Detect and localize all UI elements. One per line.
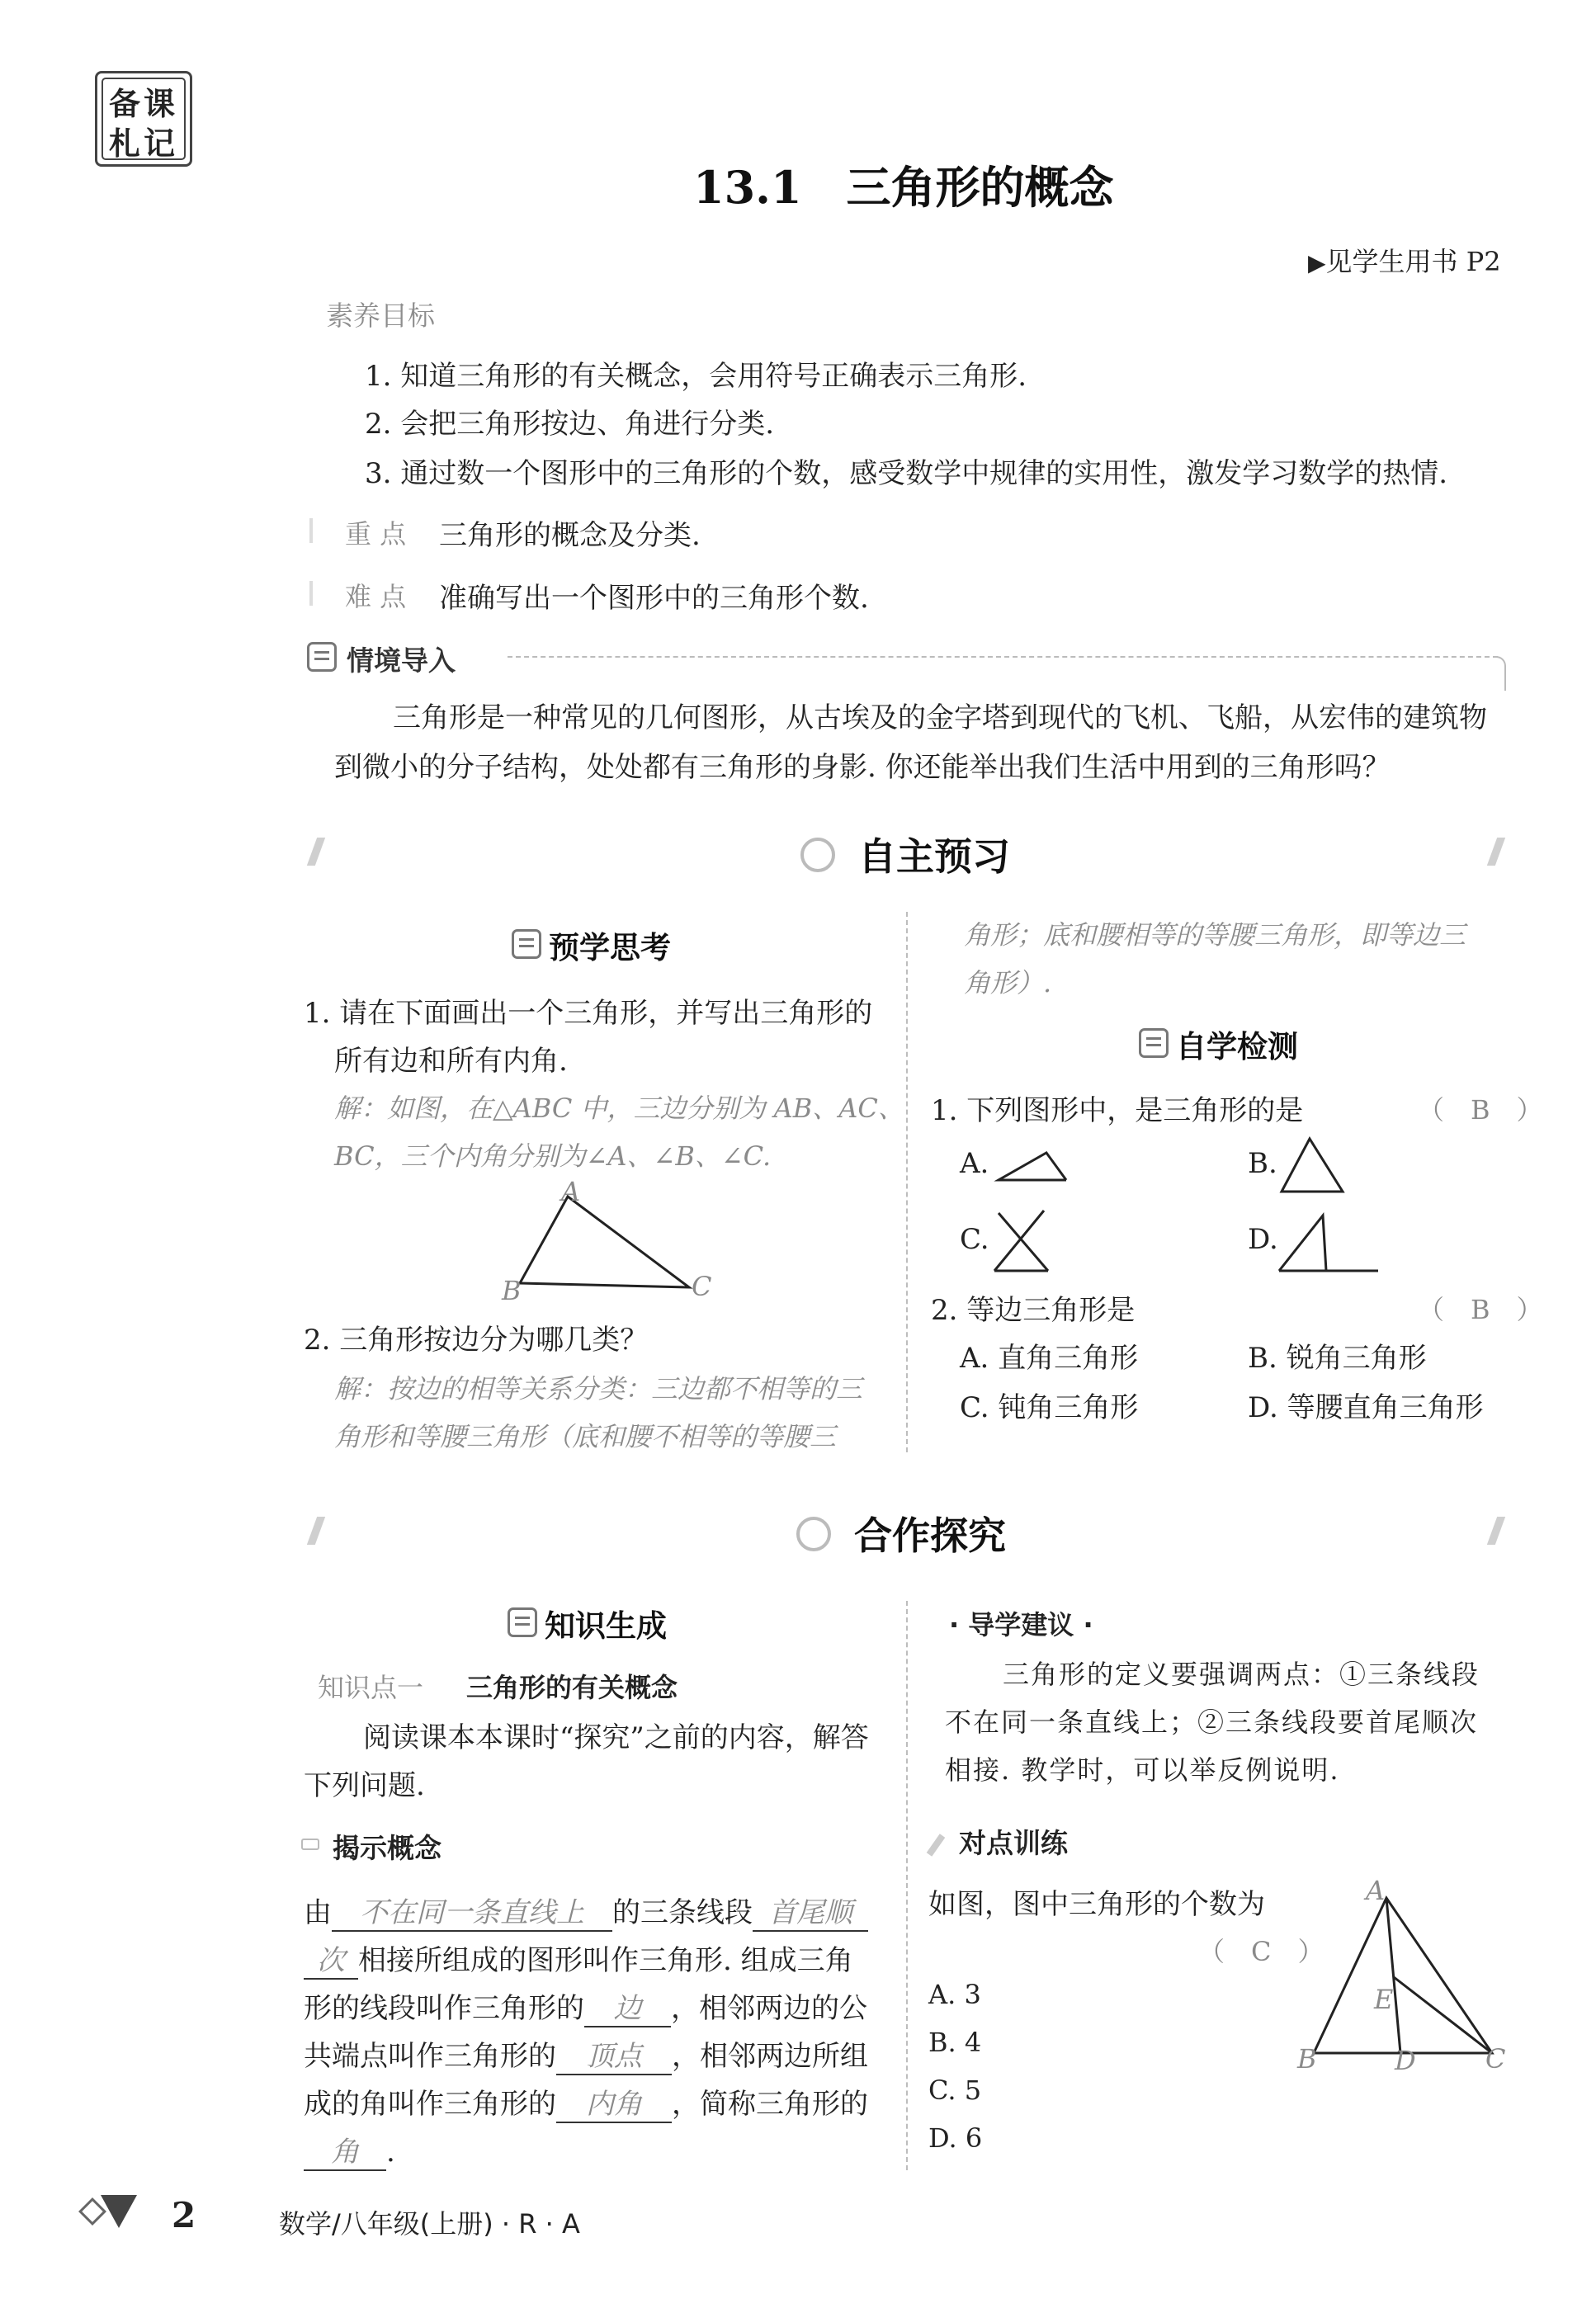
option-d-label: D.	[1248, 1223, 1278, 1256]
fig-label-c: C	[1485, 2043, 1506, 2075]
intro-icon	[307, 642, 337, 672]
coop-section-title: 合作探究	[854, 1513, 1006, 1558]
guide-line-2: 不在同一条直线上；②三条线段要首尾顺次	[945, 1706, 1479, 1738]
think-icon	[512, 929, 541, 959]
knowledge-icon	[508, 1607, 537, 1637]
q1-line-2: 所有边和所有内角.	[334, 1045, 568, 1078]
option-d-figure	[1275, 1209, 1382, 1279]
blank-6[interactable]: 角	[304, 2129, 386, 2171]
fill-line-2: 次 相接所组成的图形叫作三角形. 组成三角	[304, 1938, 853, 1980]
reveal-icon	[301, 1839, 319, 1850]
train-option-a: A. 3	[928, 1979, 981, 2010]
hard-text: 准确写出一个图形中的三角形个数.	[439, 582, 869, 615]
a2-line-1: 解：按边的相等关系分类：三边都不相等的三	[334, 1373, 863, 1404]
intro-rule-end	[1496, 656, 1506, 691]
a2-line-4: 角形）.	[964, 967, 1052, 998]
check-icon	[1139, 1028, 1169, 1058]
c2-question: 2. 等边三角形是	[931, 1294, 1136, 1327]
section-slash-left	[307, 838, 325, 866]
footer-ornament-icon	[83, 2195, 132, 2236]
fill-line-5: 成的角叫作三角形的 内角 ，简称三角形的	[304, 2081, 868, 2123]
goal-2: 2. 会把三角形按边、角进行分类.	[365, 408, 775, 441]
blank-5[interactable]: 内角	[556, 2081, 672, 2123]
goal-3: 3. 通过数一个图形中的三角形的个数，感受数学中规律的实用性，激发学习数学的热情.	[365, 457, 1448, 490]
guide-line-3: 相接. 教学时，可以举反例说明.	[945, 1754, 1340, 1786]
read-line-2: 下列问题.	[304, 1769, 425, 1802]
guide-line-1: 三角形的定义要强调两点：①三条线段	[1003, 1659, 1480, 1690]
preview-section-title: 自主预习	[858, 834, 1010, 879]
blank-1[interactable]: 不在同一条直线上	[332, 1890, 612, 1932]
check-title: 自学检测	[1176, 1029, 1298, 1064]
q2-text: 2. 三角形按边分为哪几类？	[304, 1324, 649, 1357]
section-slash-right	[1487, 838, 1505, 866]
intro-line-1: 三角形是一种常见的几何图形，从古埃及的金字塔到现代的飞机、飞船，从宏伟的建筑物	[393, 701, 1487, 734]
fig-label-b: B	[1297, 2043, 1317, 2075]
reveal-title: 揭示概念	[333, 1832, 441, 1864]
fig-label-e: E	[1374, 1984, 1394, 2015]
search-icon	[800, 838, 835, 872]
goal-1: 1. 知道三角形的有关概念，会用符号正确表示三角形.	[365, 360, 1027, 393]
hard-mark	[309, 581, 313, 606]
c2-option-a: A. 直角三角形	[960, 1342, 1139, 1375]
a1-line-2: BC，三个内角分别为∠A、∠B、∠C.	[334, 1140, 772, 1172]
book-reference: ▶见学生用书 P2	[1308, 246, 1501, 277]
think-title: 预学思考	[549, 930, 671, 965]
pencil-icon	[927, 1834, 946, 1857]
train-option-c: C. 5	[928, 2075, 982, 2106]
fig-label-d: D	[1395, 2045, 1416, 2076]
c2-option-c: C. 钝角三角形	[960, 1391, 1139, 1424]
blank-2b[interactable]: 次	[304, 1938, 358, 1980]
c2-answer: （ B ）	[1418, 1294, 1543, 1325]
logo-stamp	[95, 71, 192, 167]
knowledge-point-label: 知识点一	[318, 1672, 424, 1703]
train-title: 对点训练	[959, 1827, 1068, 1859]
blank-3[interactable]: 边	[584, 1985, 671, 2027]
column-divider-2	[906, 1601, 908, 2170]
a1-line-1: 解：如图，在△ABC 中，三边分别为 AB、AC、	[334, 1093, 904, 1124]
label-c: C	[692, 1271, 712, 1302]
option-a-figure	[990, 1143, 1073, 1192]
goals-heading: 素养目标	[326, 300, 435, 332]
train-option-d: D. 6	[928, 2122, 983, 2154]
option-a-label: A.	[960, 1147, 989, 1180]
key-mark	[309, 518, 313, 543]
intro-heading: 情境导入	[347, 644, 456, 677]
intro-rule	[508, 656, 1498, 658]
page-number: 2	[172, 2195, 196, 2235]
fill-line-6: 角 .	[304, 2129, 395, 2171]
fill-line-1: 由 不在同一条直线上 的三条线段 首尾顺	[304, 1890, 868, 1932]
hard-label: 难 点	[345, 581, 407, 612]
c1-answer: （ B ）	[1418, 1094, 1543, 1126]
fig-label-a: A	[1366, 1875, 1386, 1906]
page-title: 13.1 三角形的概念	[693, 161, 1114, 214]
triangle-count-figure	[1296, 1890, 1510, 2071]
guide-title: · 导学建议 ·	[949, 1609, 1093, 1640]
logo-line2: 札记	[108, 125, 178, 162]
label-b: B	[502, 1275, 522, 1306]
key-text: 三角形的概念及分类.	[439, 519, 701, 552]
option-c-figure	[986, 1206, 1060, 1277]
option-b-figure	[1275, 1132, 1349, 1198]
knowledge-point-title: 三角形的有关概念	[466, 1672, 678, 1703]
train-question: 如图，图中三角形的个数为	[928, 1888, 1265, 1921]
key-label: 重 点	[345, 518, 407, 550]
label-a: A	[561, 1176, 581, 1207]
fill-line-4: 共端点叫作三角形的 顶点 ，相邻两边所组	[304, 2033, 868, 2075]
read-line-1: 阅读课本本课时“探究”之前的内容，解答	[363, 1721, 869, 1754]
train-option-b: B. 4	[928, 2027, 982, 2058]
blank-4[interactable]: 顶点	[556, 2033, 672, 2075]
a2-line-3: 角形；底和腰相等的等腰三角形，即等边三	[964, 919, 1466, 951]
blank-2a[interactable]: 首尾顺	[753, 1890, 868, 1932]
q1-line-1: 1. 请在下面画出一个三角形，并写出三角形的	[304, 997, 873, 1030]
c2-option-b: B. 锐角三角形	[1248, 1342, 1427, 1375]
magnifier-icon	[796, 1517, 831, 1551]
a2-line-2: 角形和等腰三角形（底和腰不相等的等腰三	[334, 1421, 837, 1452]
train-answer: （ C ）	[1198, 1936, 1324, 1967]
option-b-label: B.	[1248, 1147, 1277, 1180]
knowledge-title: 知识生成	[545, 1608, 667, 1644]
column-divider-1	[906, 912, 908, 1452]
fill-line-3: 形的线段叫作三角形的 边 ，相邻两边的公	[304, 1985, 867, 2027]
option-c-label: C.	[960, 1223, 989, 1256]
c1-question: 1. 下列图形中，是三角形的是	[931, 1094, 1304, 1127]
c2-option-d: D. 等腰直角三角形	[1248, 1391, 1484, 1424]
book-title: 数学/八年级(上册) · R · A	[279, 2208, 580, 2240]
logo-line1: 备课	[108, 85, 178, 122]
intro-line-2: 到微小的分子结构，处处都有三角形的身影. 你还能举出我们生活中用到的三角形吗？	[334, 751, 1391, 784]
coop-slash-left	[307, 1517, 325, 1545]
coop-slash-right	[1487, 1517, 1505, 1545]
play-arrow-icon: ▶	[1308, 249, 1326, 276]
